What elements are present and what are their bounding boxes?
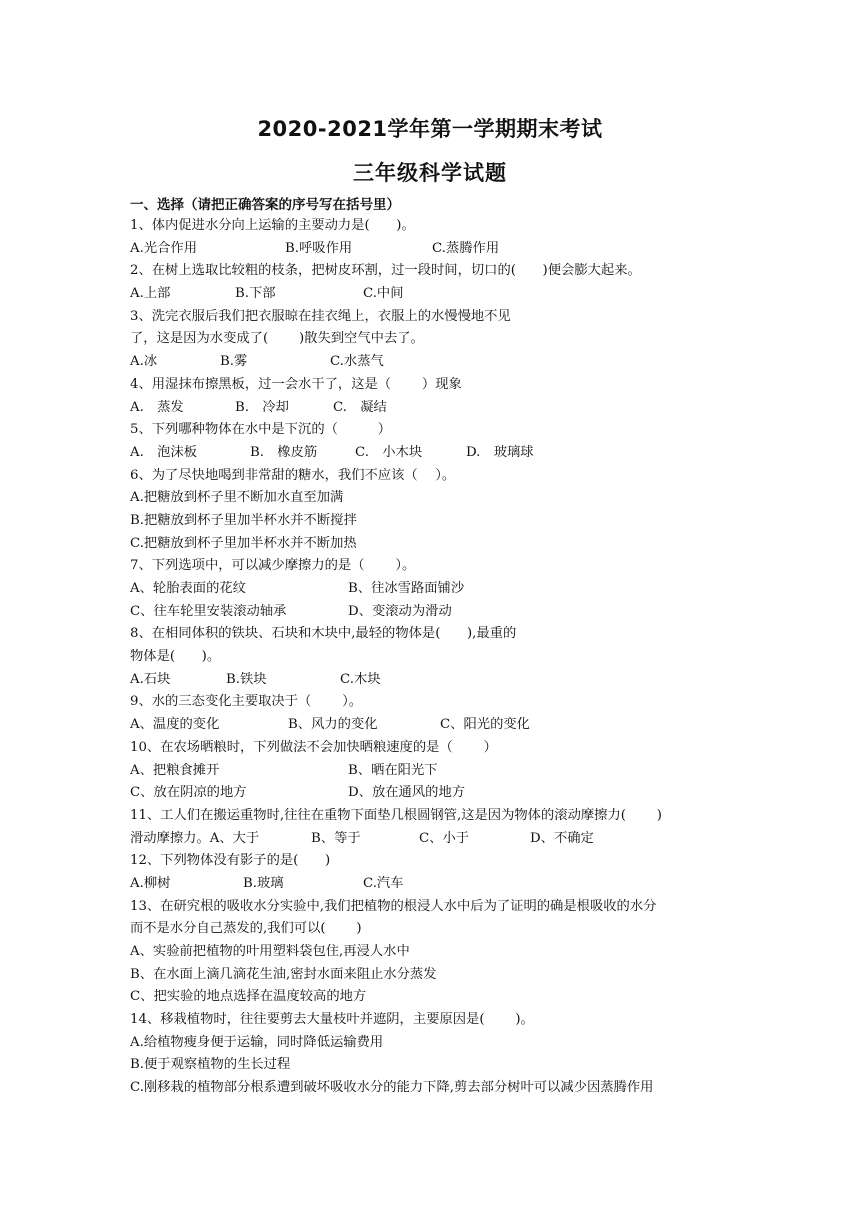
question-line: 物体是( )。 <box>130 649 221 665</box>
answer-options <box>130 782 735 805</box>
answer-options <box>130 283 735 306</box>
answer-option: A.上部 <box>130 286 171 302</box>
answer-option: C.蒸腾作用 <box>432 240 500 256</box>
answer-options <box>130 760 735 783</box>
answer-option: C、往车轮里安装滚动轴承 <box>130 603 287 619</box>
answer-options <box>130 714 735 737</box>
question-line: 4、用湿抹布擦黑板，过一会水干了，这是（ ）现象 <box>130 376 462 392</box>
answer-option: A.柳树 <box>130 875 171 891</box>
answer-option: A、温度的变化 <box>130 717 220 733</box>
answer-option: B. 冷却 <box>235 399 289 415</box>
question-line: 3、洗完衣服后我们把衣服晾在挂衣绳上，衣服上的水慢慢地不见 <box>130 308 511 324</box>
answer-option: B.呼吸作用 <box>285 240 353 256</box>
question-line: A.把糖放到杯子里不断加水直至加满 <box>130 490 344 506</box>
question-line: B、在水面上滴几滴花生油,密封水面来阻止水分蒸发 <box>130 966 437 982</box>
answer-option: C、放在阴凉的地方 <box>130 785 247 801</box>
answer-option: B.铁块 <box>226 671 267 687</box>
question-line: 12、下列物体没有影子的是( ) <box>130 853 331 869</box>
answer-option: A.石块 <box>130 671 171 687</box>
answer-option: C.汽车 <box>363 875 404 891</box>
question-line: C.把糖放到杯子里加半杯水并不断加热 <box>130 535 357 551</box>
answer-option: B、等于 <box>311 830 361 846</box>
exam-title: 2020-2021学年第一学期期末考试 <box>257 117 603 141</box>
question-line: 11、工人们在搬运重物时,往往在重物下面垫几根圆钢管,这是因为物体的滚动摩擦力( ) <box>130 807 662 823</box>
answer-option: C、小于 <box>419 830 470 846</box>
question-line: 6、为了尽快地喝到非常甜的糖水，我们不应该（ ）。 <box>130 467 456 483</box>
answer-option: D、放在通风的地方 <box>348 785 466 801</box>
answer-option: D. 玻璃球 <box>466 444 534 460</box>
answer-option: C. 小木块 <box>355 444 423 460</box>
answer-option: B、风力的变化 <box>288 717 378 733</box>
answer-option: C.中间 <box>363 286 404 302</box>
answer-option: A、把粮食摊开 <box>130 762 220 778</box>
question-line: A.给植物瘦身便于运输，同时降低运输费用 <box>130 1034 384 1050</box>
answer-options <box>130 873 735 896</box>
answer-option: A. 泡沫板 <box>130 444 198 460</box>
answer-options <box>130 669 735 692</box>
answer-option: C.水蒸气 <box>330 354 384 370</box>
question-line: B.把糖放到杯子里加半杯水并不断搅拌 <box>130 512 357 528</box>
answer-option: A.光合作用 <box>130 240 198 256</box>
answer-option: D、不确定 <box>530 830 594 846</box>
question-line: 14、移栽植物时，往往要剪去大量枝叶并遮阴，主要原因是( )。 <box>130 1012 534 1028</box>
answer-options <box>130 828 735 851</box>
exam-subtitle: 三年级科学试题 <box>353 161 507 185</box>
question-line: 2、在树上选取比较粗的枝条，把树皮环割，过一段时间，切口的( )便会膨大起来。 <box>130 263 641 279</box>
question-line: 10、在农场晒粮时，下列做法不会加快晒粮速度的是（ ） <box>130 739 497 755</box>
answer-option: 滑动摩擦力。A、大于 <box>130 830 260 846</box>
answer-option: A、轮胎表面的花纹 <box>130 581 246 596</box>
answer-options <box>130 238 735 261</box>
question-line: 而不是水分自己蒸发的,我们可以( ) <box>130 921 362 937</box>
answer-option: A.冰 <box>130 354 158 370</box>
question-line: 1、体内促进水分向上运输的主要动力是( )。 <box>130 218 415 233</box>
answer-option: C. 凝结 <box>333 399 387 415</box>
answer-option: B、晒在阳光下 <box>348 762 438 778</box>
answer-options <box>130 351 735 374</box>
answer-option: B、往冰雪路面铺沙 <box>348 581 465 596</box>
answer-option: C.木块 <box>340 671 381 687</box>
answer-options <box>130 397 735 420</box>
answer-options <box>130 578 735 601</box>
question-line: 9、水的三态变化主要取决于（ ）。 <box>130 694 363 710</box>
question-line: 8、在相同体积的铁块、石块和木块中,最轻的物体是( ),最重的 <box>130 626 517 642</box>
question-line: C.刚移栽的植物部分根系遭到破坏吸收水分的能力下降,剪去部分树叶可以减少因蒸腾作用 <box>130 1080 654 1096</box>
answer-option: B.下部 <box>235 286 276 302</box>
answer-option: B.玻璃 <box>243 875 284 891</box>
question-list <box>130 215 735 1100</box>
answer-option: D、变滚动为滑动 <box>348 603 452 619</box>
question-line: 7、下列选项中，可以减少摩擦力的是（ ）。 <box>130 558 416 574</box>
question-line: A、实验前把植物的叶用塑料袋包住,再浸人水中 <box>130 944 410 959</box>
answer-options <box>130 601 735 624</box>
answer-option: B. 橡皮筋 <box>250 444 318 460</box>
answer-option: C、阳光的变化 <box>440 717 530 733</box>
question-line: 了，这是因为水变成了( )散失到空气中去了。 <box>130 331 424 347</box>
answer-option: B.雾 <box>220 354 248 370</box>
question-line: C、把实验的地点选择在温度较高的地方 <box>130 989 367 1005</box>
question-line: B.便于观察植物的生长过程 <box>130 1057 291 1073</box>
question-line: 13、在研究根的吸收水分实验中,我们把植物的根浸人水中后为了证明的确是根吸收的水分 <box>130 898 657 914</box>
section-heading: 一、选择（请把正确答案的序号写在括号里） <box>130 197 400 213</box>
answer-options <box>130 442 735 465</box>
question-line: 5、下列哪种物体在水中是下沉的（ ） <box>130 422 392 438</box>
answer-option: A. 蒸发 <box>130 399 184 415</box>
